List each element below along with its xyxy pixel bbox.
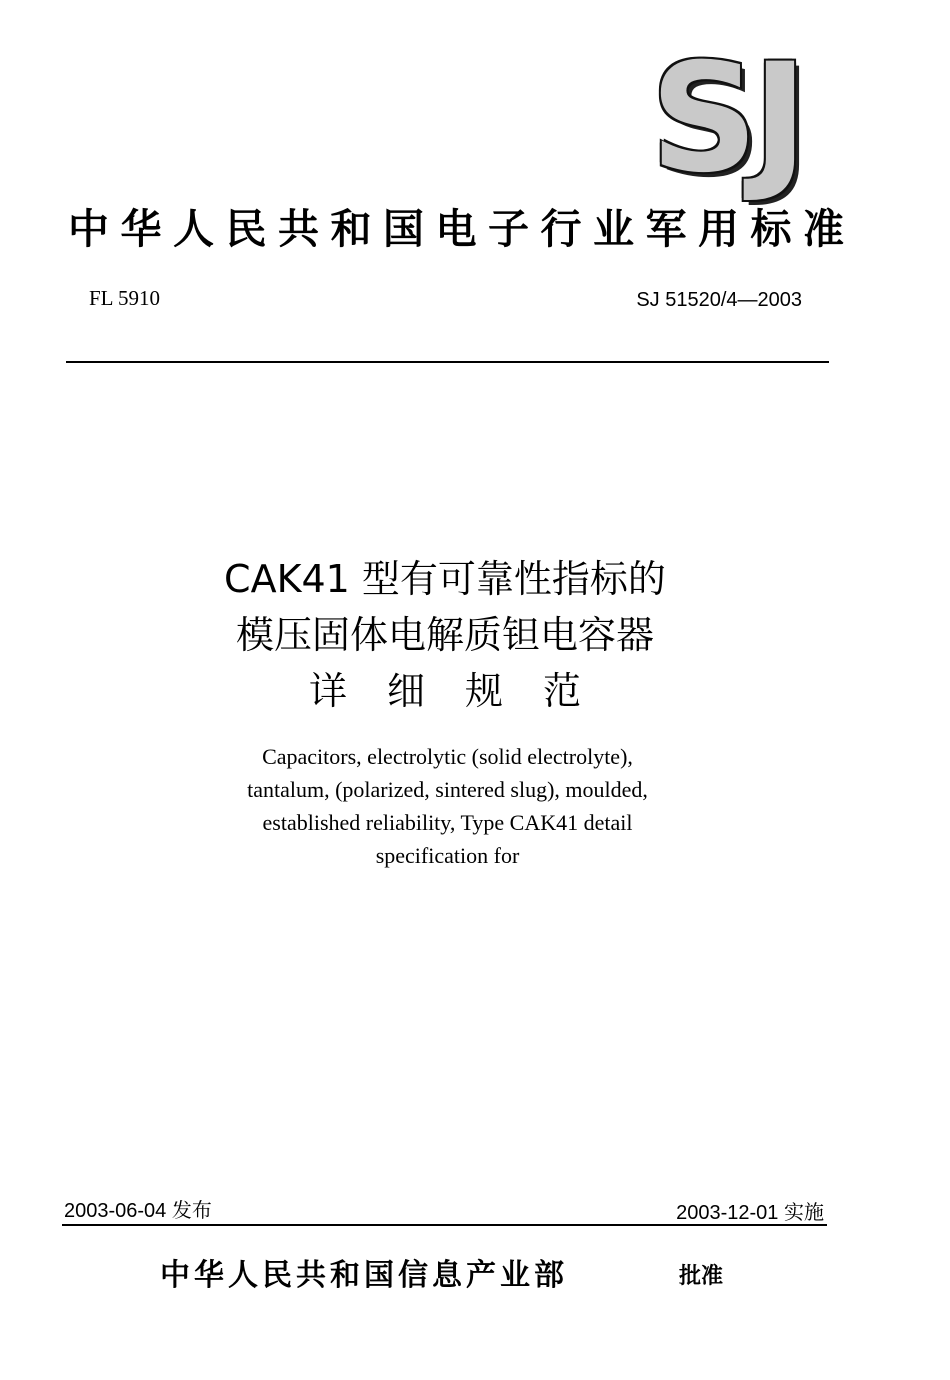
approving-ministry: 中华人民共和国信息产业部 <box>160 1258 568 1293</box>
classification-code: FL 5910 <box>89 286 160 310</box>
issue-date: 2003-06-04 发布 <box>64 1200 212 1222</box>
title-cn-line-1: CAK41 型有可靠性指标的 <box>224 557 666 601</box>
title-en-line-4: specification for <box>375 843 520 868</box>
title-en-line-3: established reliability, Type CAK41 detail <box>262 810 633 835</box>
standard-number: SJ 51520/4—2003 <box>636 289 802 311</box>
title-cn-line-2: 模压固体电解质钽电容器 <box>235 613 654 657</box>
title-en-line-1: Capacitors, electrolytic (solid electrolyte), <box>262 744 633 769</box>
sj-logo-text: SJ <box>650 32 802 206</box>
sj-logo <box>636 32 816 206</box>
title-cn-line-3: 详细规范 <box>308 669 621 713</box>
effective-date: 2003-12-01 实施 <box>676 1202 824 1224</box>
title-en-line-2: tantalum, (polarized, sintered slug), moulded, <box>247 777 648 802</box>
footer-divider <box>62 1224 827 1226</box>
approval-label: 批准 <box>679 1264 724 1289</box>
header-divider <box>66 361 829 363</box>
issuing-standard-category: 中华人民共和国电子行业军用标准 <box>68 205 856 253</box>
title-en <box>175 740 720 872</box>
